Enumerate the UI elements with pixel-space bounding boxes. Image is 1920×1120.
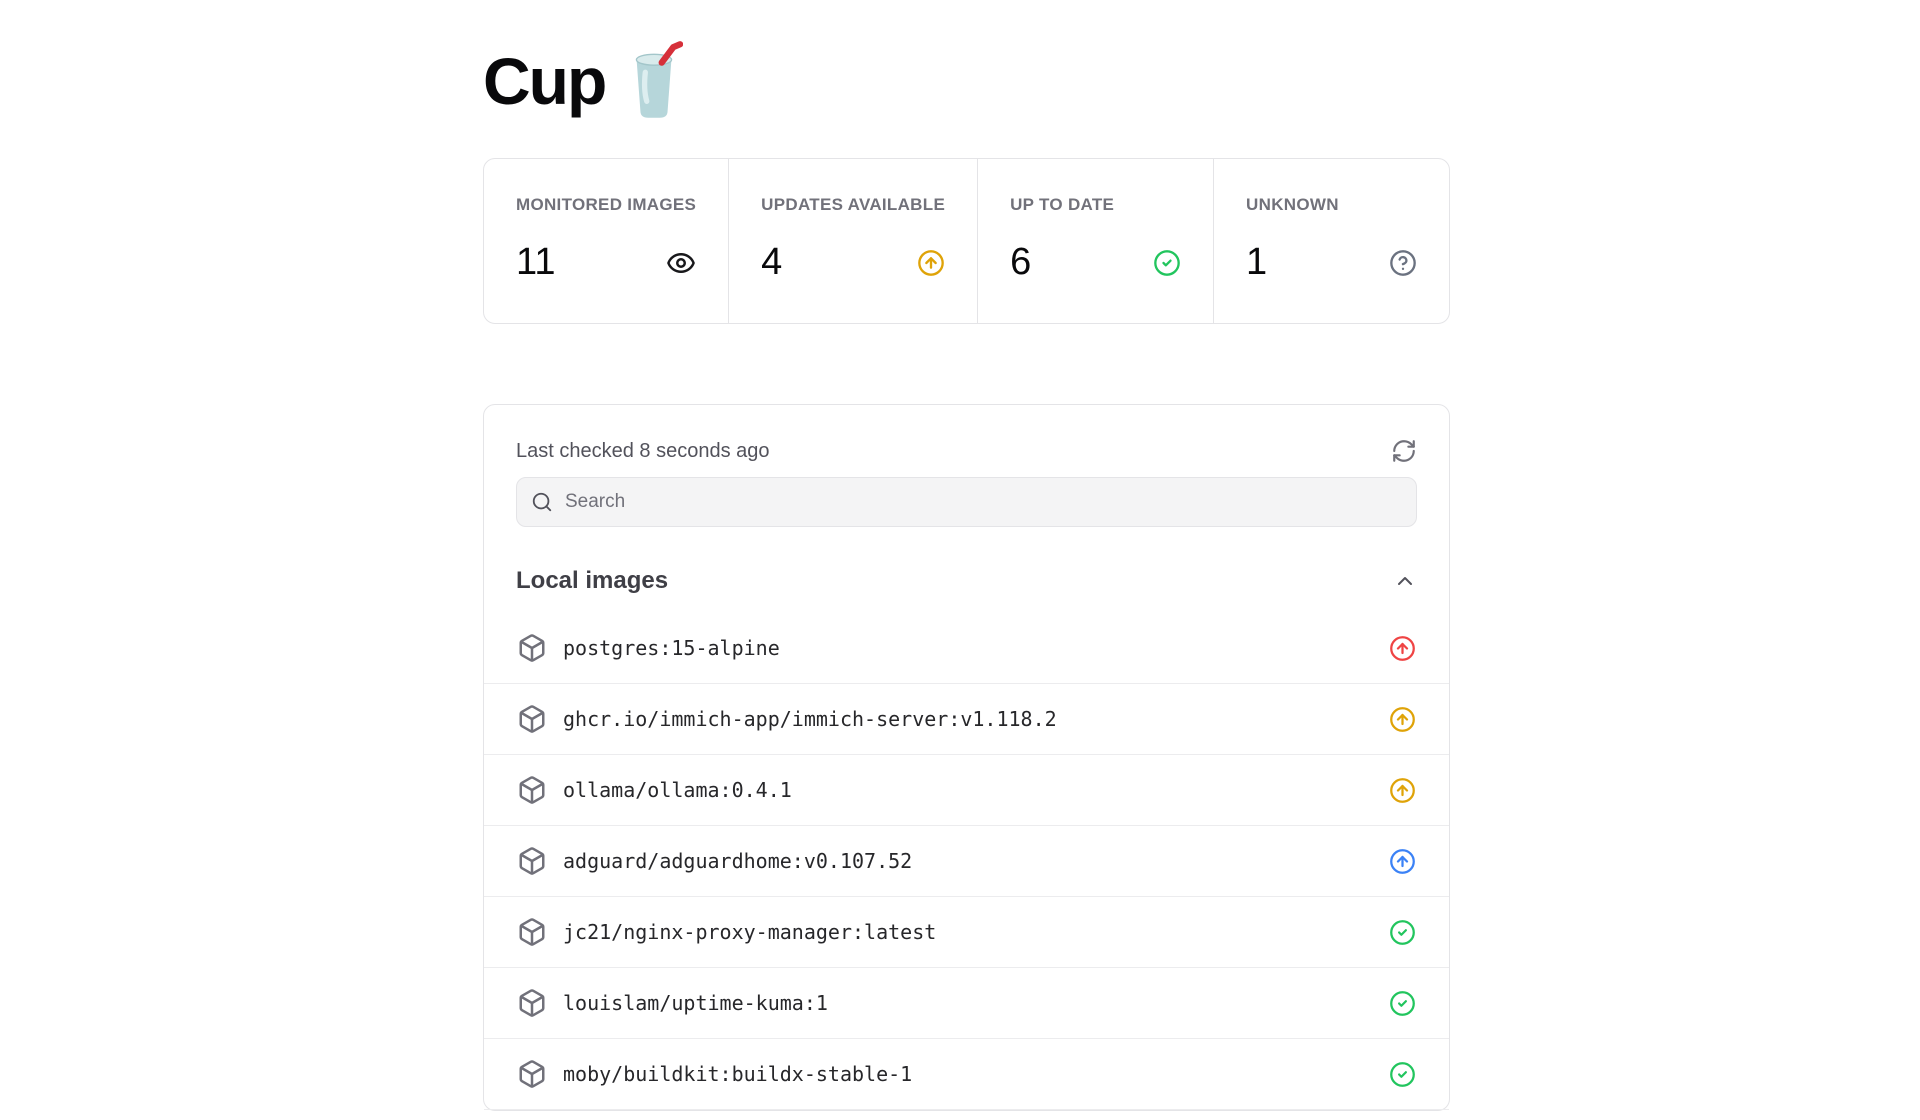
stat-value: 4 — [761, 241, 783, 283]
eye-icon — [666, 248, 696, 278]
circle-arrow-up-icon — [917, 249, 945, 277]
circle-help-icon — [1389, 249, 1417, 277]
main-container — [483, 40, 1450, 1111]
chevron-up-icon — [1393, 569, 1417, 593]
search-input[interactable] — [563, 490, 1402, 514]
stat-label: MONITORED IMAGES — [516, 195, 697, 214]
search-bar — [516, 477, 1417, 527]
status-up-to-date-icon — [1389, 1061, 1416, 1088]
page-title: Cup — [483, 44, 606, 118]
image-row[interactable] — [484, 826, 1449, 897]
status-update-major-icon — [1389, 635, 1416, 662]
status-update-minor-icon — [1389, 848, 1416, 875]
stat-bottom — [516, 241, 696, 284]
image-row[interactable] — [484, 755, 1449, 826]
package-icon — [517, 633, 547, 663]
page-header — [483, 40, 1450, 122]
stat-updates-available — [728, 159, 977, 323]
images-card — [483, 404, 1450, 1111]
refresh-button[interactable] — [1391, 438, 1417, 464]
status-up-to-date-icon — [1389, 990, 1416, 1017]
stat-monitored-images — [484, 159, 728, 323]
image-name: louislam/uptime-kuma:1 — [563, 991, 828, 1015]
image-name: moby/buildkit:buildx-stable-1 — [563, 1062, 913, 1086]
circle-check-icon — [1153, 249, 1181, 277]
package-icon — [517, 704, 547, 734]
status-update-icon — [1389, 706, 1416, 733]
image-list — [484, 613, 1449, 1110]
stat-value: 6 — [1010, 241, 1032, 283]
cup-with-straw-emoji — [625, 41, 683, 121]
stat-bottom — [761, 241, 945, 284]
status-up-to-date-icon — [1389, 919, 1416, 946]
last-checked-text: Last checked 8 seconds ago — [516, 439, 770, 462]
package-icon — [517, 917, 547, 947]
image-name: ghcr.io/immich-app/immich-server:v1.118.2 — [563, 707, 1057, 731]
package-icon — [517, 1059, 547, 1089]
stat-unknown — [1213, 159, 1449, 323]
stat-label: UP TO DATE — [1010, 195, 1115, 214]
image-name: ollama/ollama:0.4.1 — [563, 778, 792, 802]
stat-up-to-date — [977, 159, 1213, 323]
stat-label: UNKNOWN — [1246, 195, 1339, 214]
image-name: jc21/nginx-proxy-manager:latest — [563, 920, 937, 944]
collapse-button[interactable] — [1393, 569, 1417, 593]
stats-card — [483, 158, 1450, 324]
search-icon — [531, 491, 553, 513]
stat-value: 1 — [1246, 241, 1268, 283]
image-row[interactable] — [484, 968, 1449, 1039]
image-row[interactable] — [484, 1039, 1449, 1110]
package-icon — [517, 775, 547, 805]
package-icon — [517, 988, 547, 1018]
refresh-icon — [1391, 438, 1417, 464]
image-row[interactable] — [484, 897, 1449, 968]
stat-label: UPDATES AVAILABLE — [761, 195, 946, 214]
image-row[interactable] — [484, 684, 1449, 755]
package-icon — [517, 846, 547, 876]
stat-bottom — [1010, 241, 1181, 284]
last-checked-row — [516, 437, 1417, 465]
stat-value: 11 — [516, 241, 556, 283]
local-images-title: Local images — [516, 567, 669, 594]
image-row[interactable] — [484, 613, 1449, 684]
local-images-header[interactable] — [516, 563, 1417, 599]
stat-bottom — [1246, 241, 1417, 284]
image-name: adguard/adguardhome:v0.107.52 — [563, 849, 913, 873]
image-name: postgres:15-alpine — [563, 636, 780, 660]
status-update-icon — [1389, 777, 1416, 804]
